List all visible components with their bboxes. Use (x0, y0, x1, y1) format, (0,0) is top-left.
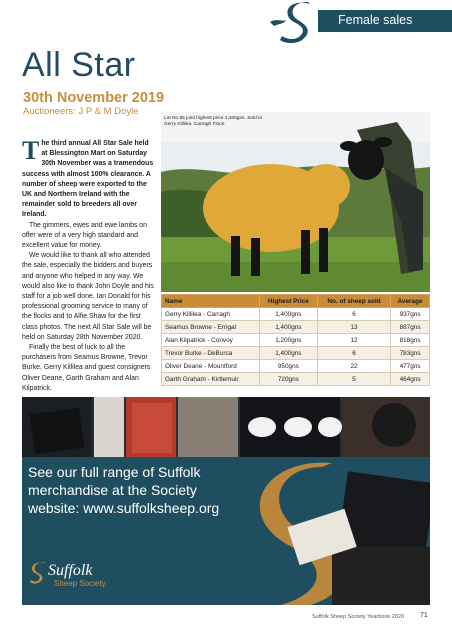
table-row (162, 334, 430, 347)
cell-average: 477gns (391, 360, 430, 373)
body-paragraph: Finally the best of luck to all the purchasers from Seamus Browne, Trevor Burke, Gerry Killilea and guest consigners Oliver Deane, Garth Graham and Alan Kilpatrick. (22, 344, 151, 392)
table-row (162, 360, 430, 373)
merchandise-photo (22, 397, 430, 457)
table-row (162, 373, 430, 386)
drop-cap: T (22, 136, 40, 165)
sale-results-table (161, 294, 430, 386)
cell-average: 464gns (391, 373, 430, 386)
column-header-sheep-sold: No. of sheep sold (317, 295, 390, 308)
table-row (162, 308, 430, 321)
cell-sheep-sold: 13 (317, 321, 390, 334)
promo-line: merchandise at the Society (28, 482, 197, 498)
table-row (162, 347, 430, 360)
cell-average: 783gns (391, 347, 430, 360)
cell-name: Trevor Burke - DeBurca (162, 347, 260, 360)
cell-average: 818gns (391, 334, 430, 347)
cell-name: Seamus Browne - Errigal (162, 321, 260, 334)
photo-caption: Lot No 55 joint highest price 1,400gns. Sold to Gerry Killilea, Carragh Flock. (164, 116, 263, 127)
body-paragraph: We would like to thank all who attended the sale, especially the bidders and buyers and anyone who helped in any way. We would also like to thank John Doyle and his staff for a job well done. Ian Donald for his professional grooming service to many of the flocks and to Alfie Shaw for the first class photos. The next All Star Sale will be held on Saturday 28th November 2020. (22, 252, 154, 341)
body-paragraph: The gimmers, ewes and ewe lambs on offer were of a very high standard and excellent value for money. (22, 221, 147, 250)
article-body (22, 136, 154, 394)
table-header-row (162, 295, 430, 308)
cell-sheep-sold: 6 (317, 347, 390, 360)
section-header-bar (318, 10, 452, 32)
cell-highest-price: 1,400gns (259, 321, 317, 334)
intro-paragraph (22, 136, 154, 221)
column-header-highest-price: Highest Price (259, 295, 317, 308)
auctioneers-line: Auctioneers: J P & M Doyle (23, 106, 139, 117)
cell-name: Oliver Deane - Mountford (162, 360, 260, 373)
intro-text: he third annual All Star Sale held at Blessington Mart on Saturday 30th November was a tramendous success with almost 100% clearance. A number of sheep were exported to the UK and Northern Ireland with the remainder sold to breeders all over Ireland. (22, 140, 154, 219)
article-title: All Star (22, 46, 136, 84)
article-date: 30th November 2019 (23, 90, 165, 106)
cell-name: Alan Kilpatrick - Convoy (162, 334, 260, 347)
cell-highest-price: 1,400gns (259, 308, 317, 321)
cell-highest-price: 1,200gns (259, 334, 317, 347)
cell-name: Garth Graham - Kirtlemuir (162, 373, 260, 386)
column-header-average: Average (391, 295, 430, 308)
section-label: Female sales (338, 13, 413, 27)
suffolk-logo-subtext: Sheep Society (54, 579, 106, 588)
cell-highest-price: 720gns (259, 373, 317, 386)
publication-footer: Suffolk Sheep Society Yearbook 2020 (312, 614, 404, 620)
promo-line: See our full range of Suffolk (28, 464, 201, 480)
cell-name: Gerry Killilea - Carragh (162, 308, 260, 321)
suffolk-logo-text: Suffolk (48, 562, 93, 579)
cell-sheep-sold: 22 (317, 360, 390, 373)
ewe-photo (161, 112, 430, 292)
cell-sheep-sold: 5 (317, 373, 390, 386)
merchandise-promo-text (28, 463, 278, 517)
promo-line: website: www.suffolksheep.org (28, 500, 220, 516)
cell-sheep-sold: 12 (317, 334, 390, 347)
column-header-name: Name (162, 295, 260, 308)
cell-average: 937gns (391, 308, 430, 321)
cell-average: 887gns (391, 321, 430, 334)
cell-sheep-sold: 6 (317, 308, 390, 321)
page-number: 71 (420, 612, 428, 619)
cell-highest-price: 950gns (259, 360, 317, 373)
cell-highest-price: 1,400gns (259, 347, 317, 360)
table-row (162, 321, 430, 334)
suffolk-logo-icon (28, 560, 50, 586)
